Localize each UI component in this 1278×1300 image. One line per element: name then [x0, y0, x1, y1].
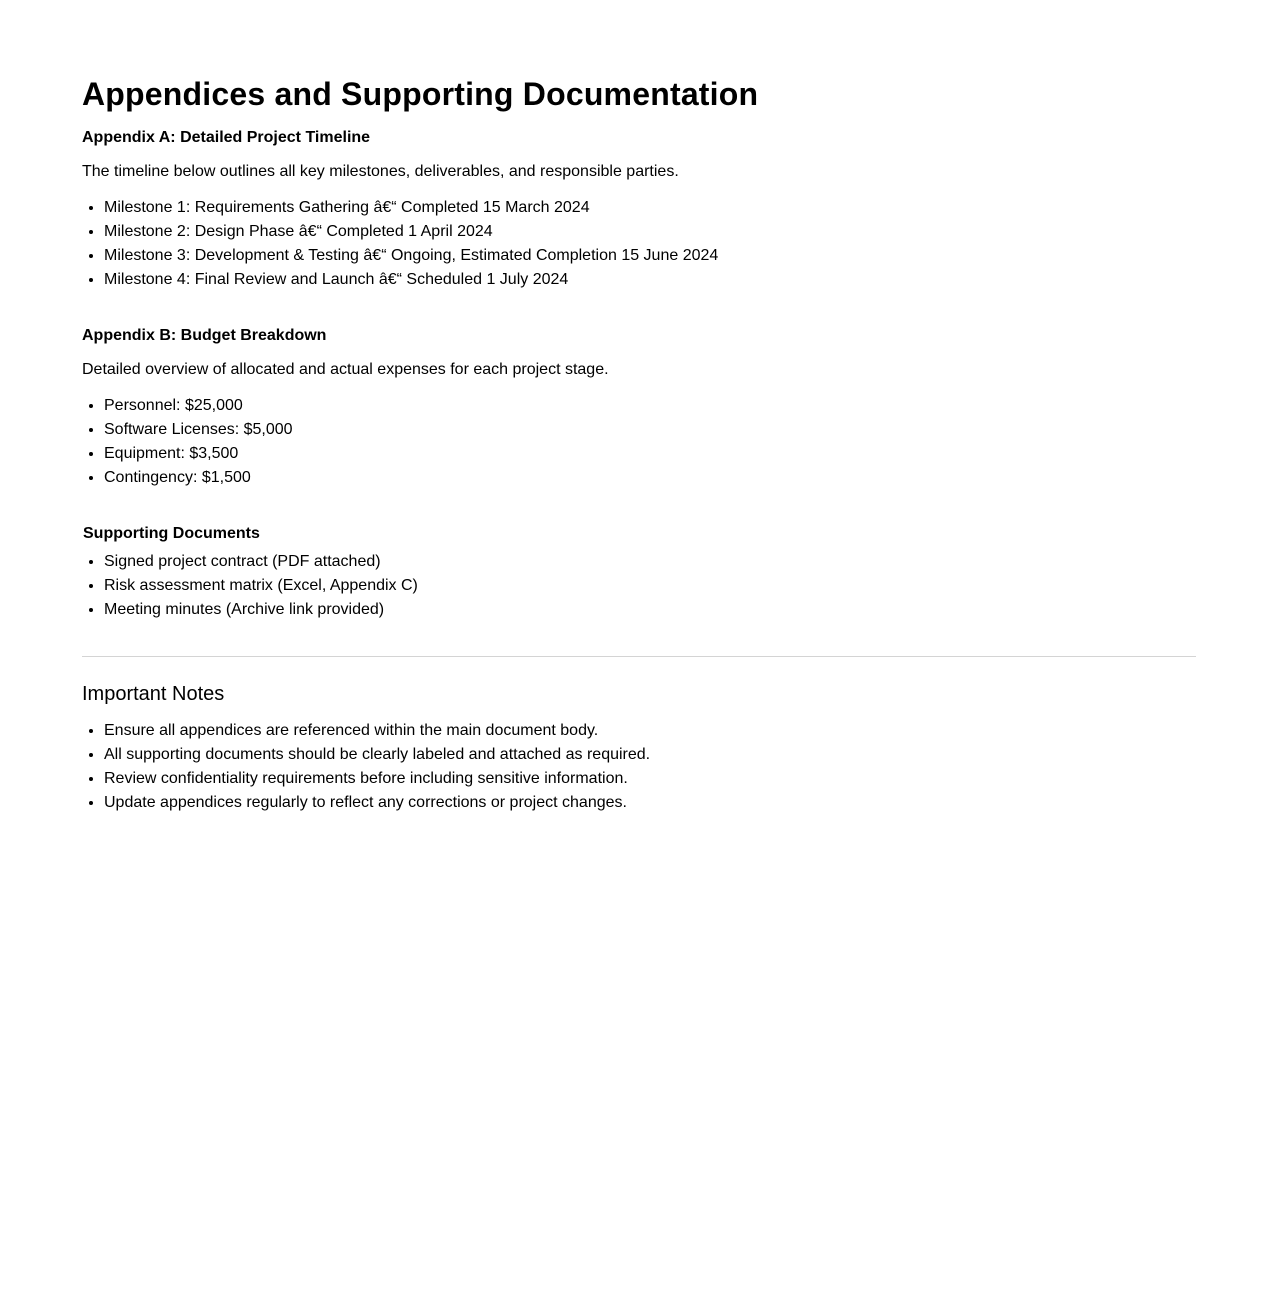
list-item: • Milestone 1: Requirements Gathering â€“ Completed 15 March 2024	[104, 196, 1196, 220]
list-item: • Review confidentiality requirements before including sensitive information.	[104, 767, 1196, 791]
supporting-documents-heading: Supporting Documents	[83, 525, 260, 542]
list-item: • Milestone 4: Final Review and Launch â€“ Scheduled 1 July 2024	[104, 268, 1196, 292]
important-notes-section	[82, 681, 1196, 815]
list-item: • All supporting documents should be clearly labeled and attached as required.	[104, 743, 1196, 767]
appendix-a-intro: The timeline below outlines all key milestones, deliverables, and responsible parties.	[82, 163, 679, 180]
budget-list	[82, 394, 1196, 490]
section-divider	[82, 656, 1196, 657]
list-item: • Update appendices regularly to reflect any corrections or project changes.	[104, 791, 1196, 815]
list-item: • Meeting minutes (Archive link provided)	[104, 598, 1196, 622]
list-item: • Risk assessment matrix (Excel, Appendix C)	[104, 574, 1196, 598]
list-item: • Software Licenses: $5,000	[104, 418, 1196, 442]
supporting-documents-section	[82, 524, 1196, 622]
list-item: • Contingency: $1,500	[104, 466, 1196, 490]
list-item: • Signed project contract (PDF attached)	[104, 550, 1196, 574]
list-item: • Equipment: $3,500	[104, 442, 1196, 466]
list-item: • Personnel: $25,000	[104, 394, 1196, 418]
supporting-documents-list	[82, 550, 1196, 622]
important-notes-heading: Important Notes	[82, 683, 225, 705]
appendix-b-heading: Appendix B: Budget Breakdown	[82, 327, 327, 344]
page-title: Appendices and Supporting Documentation	[82, 76, 759, 112]
list-item: • Milestone 2: Design Phase â€“ Completed 1 April 2024	[104, 220, 1196, 244]
important-notes-list	[82, 719, 1196, 815]
appendix-b-section	[82, 326, 1196, 490]
list-item: • Milestone 3: Development & Testing â€“ Ongoing, Estimated Completion 15 June 2024	[104, 244, 1196, 268]
milestone-list	[82, 196, 1196, 292]
appendix-b-intro: Detailed overview of allocated and actual expenses for each project stage.	[82, 361, 609, 378]
appendix-a-heading: Appendix A: Detailed Project Timeline	[82, 129, 371, 146]
list-item: • Ensure all appendices are referenced within the main document body.	[104, 719, 1196, 743]
appendix-a-section	[82, 128, 1196, 292]
